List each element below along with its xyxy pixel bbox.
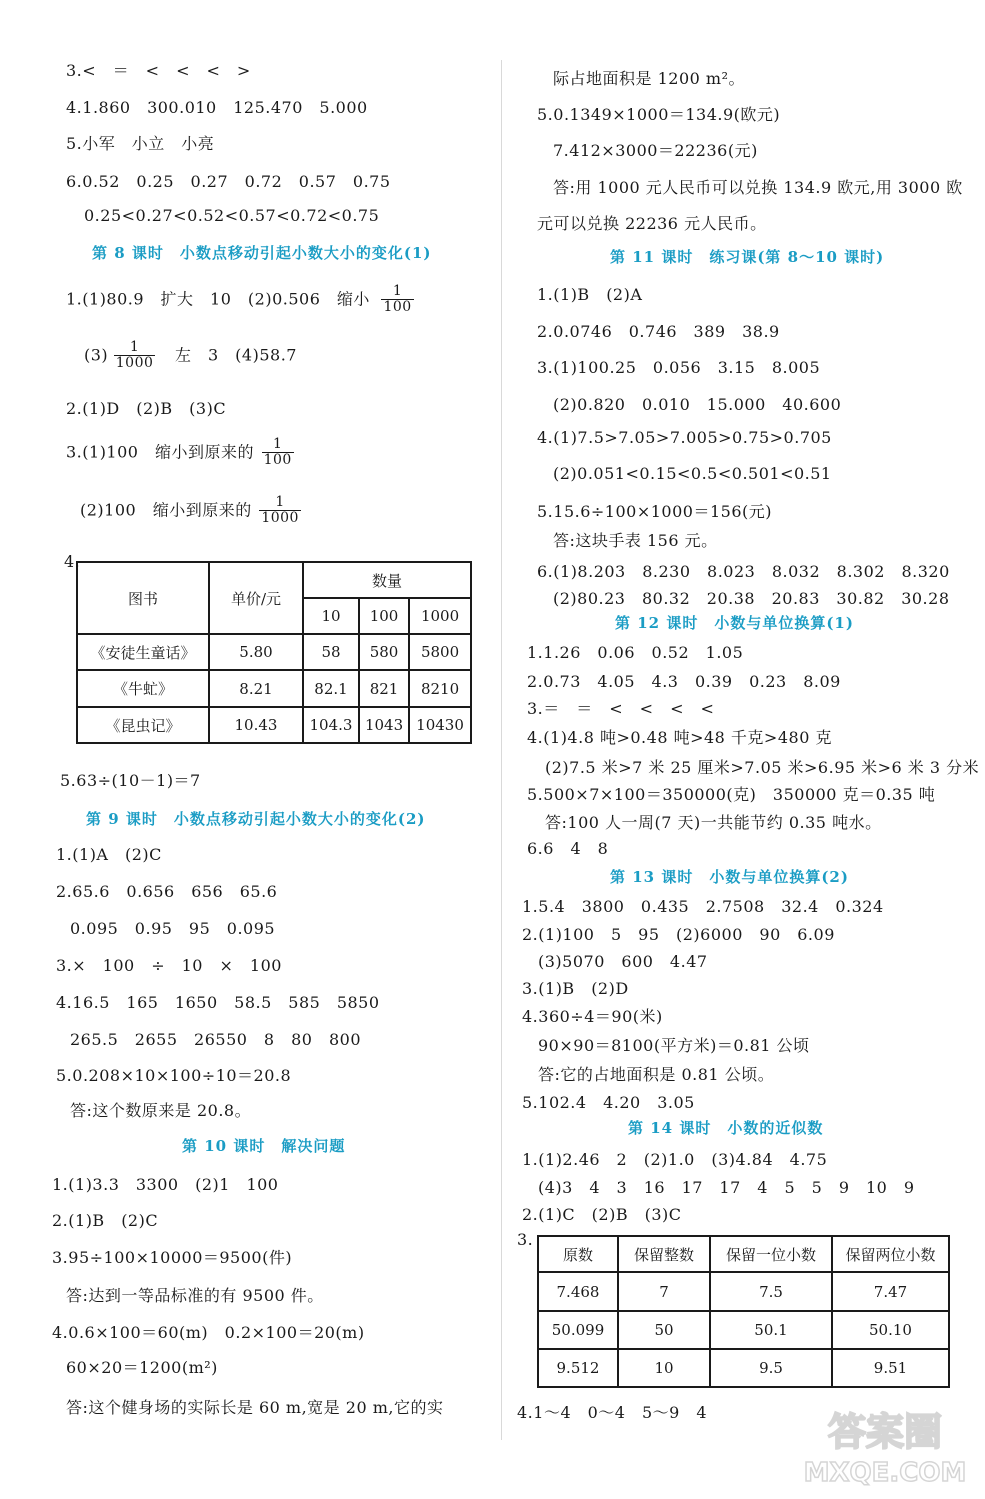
fraction [114,340,156,372]
table-header: 保留一位小数 [710,1236,832,1272]
table-cell: 《牛虻》 [77,670,209,707]
table-header: 保留整数 [618,1236,710,1272]
answer-line: 3.< ＝ < < < > [66,61,251,80]
table-cell: 821 [359,670,409,707]
answer-line [84,340,297,372]
fraction-denominator: 100 [383,299,412,316]
fraction [381,284,413,316]
table-header: 1000 [409,598,471,634]
answer-line: 2.0.0746 0.746 389 38.9 [537,322,780,341]
fraction-denominator: 100 [263,452,292,469]
answer-line: (2)0.051<0.15<0.5<0.501<0.51 [553,464,832,483]
watermark-cn: 答案圈 [827,1410,943,1454]
lesson-heading: 第 8 课时 小数点移动引起小数大小的变化(1) [92,244,432,262]
answer-line: (2)0.820 0.010 15.000 40.600 [553,395,842,414]
answer-line: 2.0.73 4.05 4.3 0.39 0.23 8.09 [527,672,841,691]
answer-line: 4. [64,552,81,571]
answer-line: 2.(1)D (2)B (3)C [66,399,227,418]
answer-line: 答:100 人一周(7 天)一共能节约 0.35 吨水。 [545,813,882,832]
answer-line: 5.102.4 4.20 3.05 [522,1093,695,1112]
fraction-denominator: 1000 [261,510,299,527]
answer-line: 0.25<0.27<0.52<0.57<0.72<0.75 [84,206,380,225]
table-header: 保留两位小数 [832,1236,949,1272]
lesson-heading: 第 13 课时 小数与单位换算(2) [610,868,849,886]
lesson-heading: 第 12 课时 小数与单位换算(1) [615,614,854,632]
answer-line: 1.1.26 0.06 0.52 1.05 [527,643,744,662]
answer-text: 左 3 (4)58.7 [175,345,297,365]
fraction-numerator: 1 [259,495,301,511]
table-cell: 10430 [409,707,471,743]
answer-line: 3.95÷100×10000＝9500(件) [52,1248,293,1267]
answer-line: 答:用 1000 元人民币可以兑换 134.9 欧元,用 3000 欧 [553,178,963,197]
answer-line: 7.412×3000＝22236(元) [553,141,758,160]
table-header: 图书 [77,562,209,634]
table-header: 原数 [538,1236,618,1272]
table-row [538,1349,949,1387]
table-cell: 7.5 [710,1272,832,1311]
answer-line: 5.小军 小立 小亮 [66,134,215,153]
table-row [538,1311,949,1349]
answer-line: 3.× 100 ÷ 10 × 100 [56,956,282,975]
fraction-numerator: 1 [114,340,156,356]
answer-line: (2)80.23 80.32 20.38 20.83 30.82 30.28 [553,589,950,608]
table-cell: 580 [359,634,409,670]
table-cell: 50.1 [710,1311,832,1349]
answer-line: 1.(1)3.3 3300 (2)1 100 [52,1175,279,1194]
lesson-heading: 第 14 课时 小数的近似数 [628,1119,824,1137]
answer-line: 1.(1)B (2)A [537,285,643,304]
table-cell: 8.21 [209,670,303,707]
answer-line: 2.(1)B (2)C [52,1211,159,1230]
table-cell: 7 [618,1272,710,1311]
answer-line: (4)3 4 3 16 17 17 4 5 5 9 10 9 [538,1178,915,1197]
table-cell: 50 [618,1311,710,1349]
answer-line: 2.(1)C (2)B (3)C [522,1205,682,1224]
answer-line: 5.0.1349×1000＝134.9(欧元) [537,105,781,124]
table-row [538,1272,949,1311]
table-cell: 9.51 [832,1349,949,1387]
answer-line: 1.(1)A (2)C [56,845,162,864]
price-table [76,561,472,744]
fraction [262,437,294,469]
answer-line: (3)5070 600 4.47 [538,952,708,971]
answer-line: 1.(1)2.46 2 (2)1.0 (3)4.84 4.75 [522,1150,828,1169]
lesson-heading: 第 10 课时 解决问题 [182,1137,346,1155]
table-cell: 10.43 [209,707,303,743]
answer-line: 答:这个健身场的实际长是 60 m,宽是 20 m,它的实 [66,1398,444,1417]
table-header: 100 [359,598,409,634]
table-cell: 7.468 [538,1272,618,1311]
table-cell: 10 [618,1349,710,1387]
answer-line: 2.(1)100 5 95 (2)6000 90 6.09 [522,925,835,944]
answer-text: (2)100 缩小到原来的 [80,500,252,520]
watermark-en: MXQE.COM [803,1458,967,1488]
column-divider [501,60,502,1440]
table-cell: 7.47 [832,1272,949,1311]
lesson-heading: 第 11 课时 练习课(第 8～10 课时) [610,248,885,266]
fraction [259,495,301,527]
lesson-heading: 第 9 课时 小数点移动引起小数大小的变化(2) [86,810,426,828]
table-cell: 58 [303,634,359,670]
table-cell: 50.099 [538,1311,618,1349]
answer-line: 3.(1)B (2)D [522,979,629,998]
table-cell: 104.3 [303,707,359,743]
rounding-table [537,1235,950,1388]
fraction-denominator: 1000 [115,355,154,372]
table-cell: 9.512 [538,1349,618,1387]
answer-line: 6.(1)8.203 8.230 8.023 8.032 8.302 8.320 [537,562,950,581]
answer-line: 5.63÷(10－1)＝7 [60,771,201,790]
answer-line: 元可以兑换 22236 元人民币。 [537,214,767,233]
table-cell: 50.10 [832,1311,949,1349]
answer-line: 答:它的占地面积是 0.81 公顷。 [538,1065,775,1084]
table-row [77,707,471,743]
table-cell: 《昆虫记》 [77,707,209,743]
answer-line: 1.5.4 3800 0.435 2.7508 32.4 0.324 [522,897,884,916]
table-header: 单价/元 [209,562,303,634]
table-cell: 《安徒生童话》 [77,634,209,670]
answer-line: 4.1.860 300.010 125.470 5.000 [66,98,368,117]
answer-line: 4.1～4 0～4 5～9 4 [517,1403,708,1422]
answer-line: 5.500×7×100＝350000(克) 350000 克＝0.35 吨 [527,785,936,804]
answer-line [66,437,294,469]
answer-line: 0.095 0.95 95 0.095 [70,919,276,938]
answer-line: 3. [517,1230,534,1249]
fraction-numerator: 1 [381,284,413,300]
watermark-logo [795,1401,975,1491]
fraction-numerator: 1 [262,437,294,453]
answer-line: 3.(1)100.25 0.056 3.15 8.005 [537,358,821,377]
table-header: 数量 [303,562,471,598]
table-row [77,634,471,670]
answer-line [80,495,301,527]
table-header: 10 [303,598,359,634]
table-cell: 5800 [409,634,471,670]
table-row [77,670,471,707]
table-cell: 5.80 [209,634,303,670]
answer-line: 际占地面积是 1200 m²。 [553,69,745,88]
answer-line [66,284,414,316]
answer-line: 2.65.6 0.656 656 65.6 [56,882,278,901]
answer-line: 90×90＝8100(平方米)＝0.81 公顷 [538,1036,810,1055]
answer-text: (3) [84,345,109,365]
answer-text: 1.(1)80.9 扩大 10 (2)0.506 缩小 [66,289,370,309]
answer-line: (2)7.5 米>7 米 25 厘米>7.05 米>6.95 米>6 米 3 分米 [545,758,980,777]
answer-line: 4.0.6×100＝60(m) 0.2×100＝20(m) [52,1323,365,1342]
answer-line: 6.0.52 0.25 0.27 0.72 0.57 0.75 [66,172,391,191]
answer-text: 3.(1)100 缩小到原来的 [66,442,254,462]
answer-line: 4.360÷4＝90(米) [522,1007,663,1026]
table-cell: 8210 [409,670,471,707]
answer-line: 5.15.6÷100×1000＝156(元) [537,502,772,521]
answer-line: 60×20＝1200(m²) [66,1358,218,1377]
answer-line: 5.0.208×10×100÷10＝20.8 [56,1066,292,1085]
answer-line: 答:这块手表 156 元。 [553,531,718,550]
answer-line: 6.6 4 8 [527,839,609,858]
answer-line: 265.5 2655 26550 8 80 800 [70,1030,362,1049]
answer-line: 4.(1)4.8 吨>0.48 吨>48 千克>480 克 [527,728,832,747]
table-cell: 1043 [359,707,409,743]
answer-line: 答:达到一等品标准的有 9500 件。 [66,1286,324,1305]
answer-line: 4.16.5 165 1650 58.5 585 5850 [56,993,380,1012]
table-cell: 9.5 [710,1349,832,1387]
table-cell: 82.1 [303,670,359,707]
answer-line: 答:这个数原来是 20.8。 [70,1101,252,1120]
answer-line: 4.(1)7.5>7.05>7.005>0.75>0.705 [537,428,832,447]
answer-line: 3.＝ ＝ < < < < [527,699,715,718]
